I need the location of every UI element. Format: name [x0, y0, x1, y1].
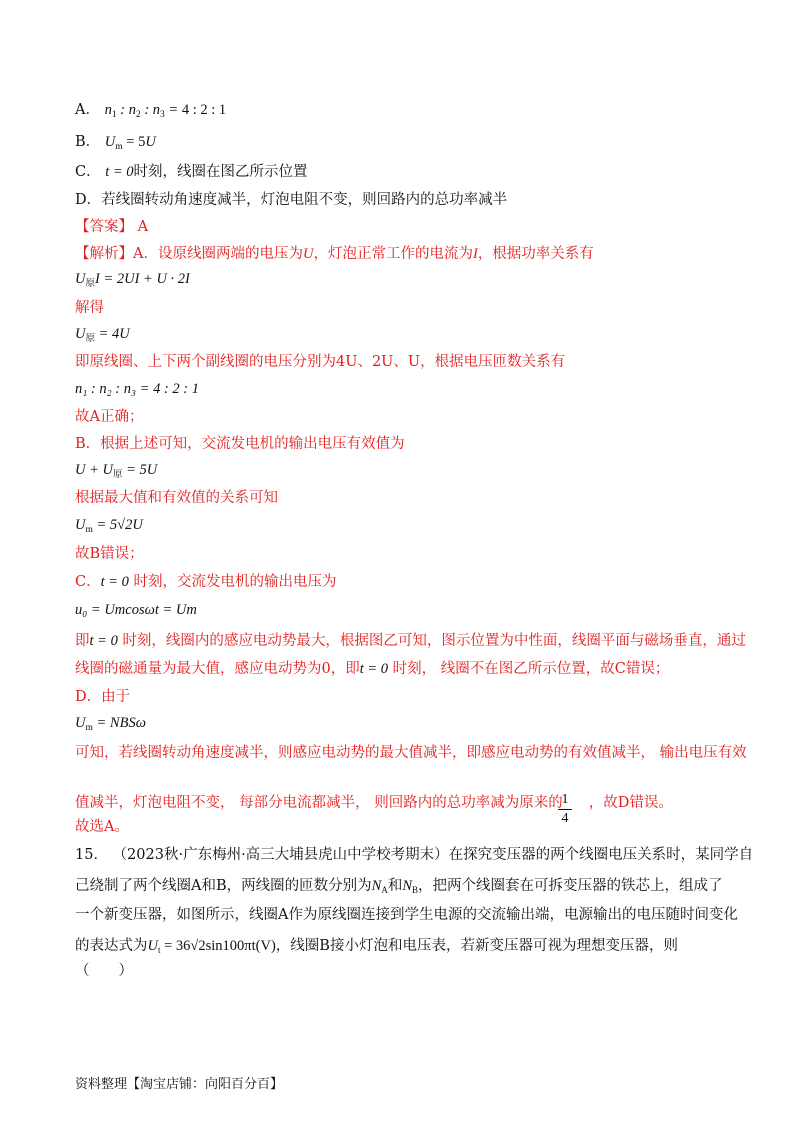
option-a: A． $n_1$ : $n_2$ : $n_3 = 4$ : 2 : 1 [75, 102, 227, 120]
analysis-b-intro: B．根据上述可知，交流发电机的输出电压有效值为 [75, 436, 405, 452]
equation-effective-voltage: $U + U_原 = 5U$ [75, 462, 158, 480]
equation-um-nbsw: $U_m = NBS\omega$ [75, 715, 146, 733]
fraction-one-quarter: 1 4 [555, 792, 575, 827]
analysis-c-body1: 即t = 0 时刻，线圈内的感应电动势最大，根据图乙可知，图示位置为中性面，线圈平面与磁场垂直，通过 [75, 633, 746, 649]
analysis-b-conclusion: 故B错误； [75, 546, 144, 562]
question-15-line5: （ ） [75, 963, 133, 979]
equation-u-yuan: $U_原 = 4U$ [75, 326, 130, 344]
analysis-d-intro: D．由于 [75, 689, 131, 705]
question-15-line1: 15． （2023秋·广东梅州·高三大埔县虎山中学校考期末）在探究变压器的两个线圈电压关系时，某同学自 [75, 847, 754, 863]
option-b: B． $U_m = 5U$ [75, 134, 156, 152]
equation-u0: u₀ = Umcosωt = Um [75, 602, 197, 618]
option-d: D．若线圈转动角速度减半，灯泡电阻不变，则回路内的总功率减半 [75, 192, 508, 208]
option-a-formula: $n_1$ : $n_2$ : $n_3 = 4$ : 2 : 1 [104, 102, 227, 120]
option-b-formula: $U_m = 5U$ [104, 134, 156, 152]
analysis-c-intro: C．t = 0 时刻，交流发电机的输出电压为 [75, 574, 337, 590]
equation-turns-ratio: n₁ : n₂ : n₃ = 4 : 2 : 1 [75, 381, 199, 397]
analysis-d-body2: 值减半，灯泡电阻不变， 每部分电流都减半， 则回路内的总功率减为原来的 ，故D错误。 [75, 795, 673, 811]
equation-power: $U_原I = 2UI + U \cdot 2I$ [75, 271, 190, 289]
footer-source: 资料整理【淘宝店铺：向阳百分百】 [75, 1077, 284, 1092]
question-15-line2: 己绕制了两个线圈A和B，两线圈的匝数分别为$N_A$和$N_B$，把两个线圈套在可拆变压器的铁芯上，组成了 [75, 878, 723, 895]
analysis-d-body1: 可知，若线圈转动角速度减半，则感应电动势的最大值减半，即感应电动势的有效值减半， 输出电压有效 [75, 745, 747, 761]
equation-max-voltage: $U_m = 5√2U$ [75, 517, 143, 535]
option-c: C． t = 0时刻，线圈在图乙所示位置 [75, 164, 308, 180]
jiede: 解得 [75, 300, 104, 316]
question-15-line3: 一个新变压器，如图所示，线圈A作为原线圈连接到学生电源的交流输出端，电源输出的电压随时间变化 [75, 907, 738, 923]
analysis-c-body2: 线圈的磁通量为最大值，感应电动势为0，即t = 0 时刻， 线圈不在图乙所示位置，故C错误； [75, 661, 670, 677]
analysis-a-conclusion: 故A正确； [75, 409, 144, 425]
final-answer: 故选A。 [75, 819, 129, 835]
answer: 【答案】 A [75, 219, 149, 235]
analysis-a-sentence: 即原线圈、上下两个副线圈的电压分别为4U、2U、U，根据电压匝数关系有 [75, 354, 566, 370]
question-15-line4: 的表达式为$U_t = 36√2\sin 100\pi t(V)$，线圈B接小灯泡和电压表，若新变压器可视为理想变压器，则 [75, 938, 678, 955]
analysis-b-mid: 根据最大值和有效值的关系可知 [75, 490, 278, 506]
analysis-a-intro: 【解析】A．设原线圈两端的电压为U，灯泡正常工作的电流为I，根据功率关系有 [75, 246, 594, 262]
